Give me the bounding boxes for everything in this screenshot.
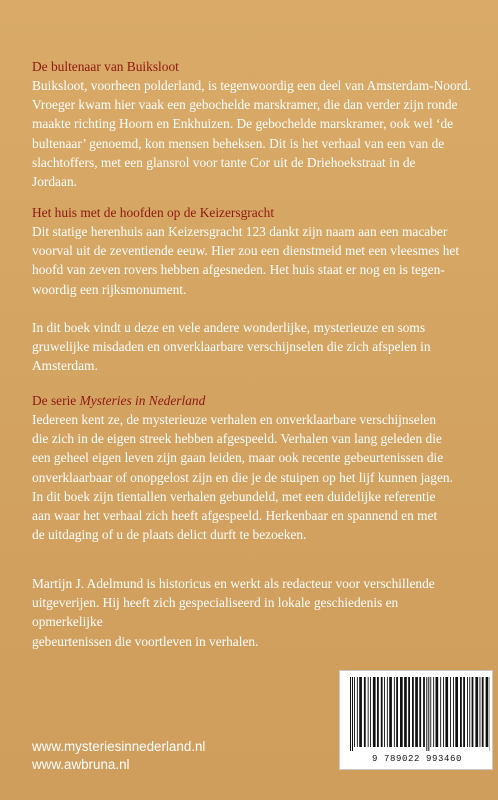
website-links bbox=[32, 738, 205, 774]
barcode-bar bbox=[419, 677, 421, 747]
barcode-bar bbox=[480, 677, 481, 747]
section-keizersgracht bbox=[32, 204, 472, 299]
heading-series-title: Mysteries in Nederland bbox=[79, 393, 206, 408]
barcode-bar bbox=[408, 677, 410, 747]
section-body: In dit boek vindt u deze en vele andere wonderlijke, mysterieuze en soms gruwelijke misdaden en onverklaarbare verschijnselen die zich afspelen in Amsterdam. bbox=[32, 320, 431, 374]
barcode-bar bbox=[384, 677, 385, 747]
barcode-bar bbox=[426, 677, 427, 751]
barcode-bar bbox=[389, 677, 392, 747]
barcode-bar bbox=[475, 677, 478, 747]
barcode bbox=[339, 670, 493, 770]
barcode-bar bbox=[359, 677, 362, 747]
barcode-bar bbox=[430, 677, 431, 747]
section-serie bbox=[32, 392, 472, 544]
heading-prefix: De serie bbox=[32, 393, 80, 408]
barcode-bar bbox=[423, 677, 425, 747]
barcode-bar bbox=[453, 677, 454, 747]
barcode-bar bbox=[396, 677, 398, 747]
author-bio: Martijn J. Adelmund is historicus en werkt als redacteur voor verschillende uitgeverijen. Hij heeft zich gespecialiseerd in lokale geschiedenis en opmerkelijke gebeurtenissen die voortleven in verhalen. bbox=[32, 576, 435, 649]
barcode-bar bbox=[472, 677, 474, 747]
back-cover bbox=[32, 0, 472, 800]
barcode-bar bbox=[352, 677, 353, 751]
barcode-bars bbox=[344, 675, 490, 753]
barcode-bar bbox=[381, 677, 383, 747]
barcode-number: 9 789022 993460 bbox=[371, 754, 462, 764]
barcode-bar bbox=[469, 677, 470, 747]
barcode-bar bbox=[364, 677, 366, 747]
barcode-bar bbox=[460, 677, 462, 747]
barcode-bar bbox=[400, 677, 403, 747]
barcode-bar bbox=[482, 677, 484, 747]
barcode-bar bbox=[445, 677, 448, 747]
section-author bbox=[32, 574, 472, 651]
url-awbruna[interactable]: www.awbruna.nl bbox=[32, 757, 130, 772]
barcode-bar bbox=[394, 677, 395, 747]
section-heading bbox=[32, 392, 472, 410]
barcode-bar bbox=[370, 677, 371, 747]
barcode-bar bbox=[412, 677, 414, 747]
barcode-bar bbox=[350, 677, 351, 751]
barcode-bar bbox=[433, 677, 434, 747]
section-heading: De bultenaar van Buiksloot bbox=[32, 59, 179, 74]
section-body: Buiksloot, voorheen polderland, is tegenwoordig een deel van Amsterdam-Noord. Vroeger kwam hier vaak een gebochelde marskramer, die dan verder zijn ronde maakte richting Hoorn en Enkhuizen. De gebochelde marskramer, ook wel ‘de bultenaar’ genoemd, kon mensen beheksen. Dit is het verhaal van een van de slachtoffers, met een glansrol voor tante Cor uit de Driehoekstraat in de Jordaan. bbox=[32, 78, 472, 190]
section-body: Iedereen kent ze, de mysterieuze verhalen en onverklaarbare verschijnselen die zich in de eigen streek hebben afgespeeld. Verhalen van lang geleden die een geheel eigen leven zijn gaan leiden, maar ook recente gebeurtenissen die onverklaarbaar of onopgelost zijn en die je de stuipen op het lijf kunnen jagen. In dit boek zijn tientallen verhalen gebundeld, met een duidelijke referentie aan waar het verhaal zich heeft afgespeeld. Herkenbaar en spannend en met de uitdaging of u de plaats delict durft te bezoeken. bbox=[32, 412, 453, 543]
section-body: Dit statige herenhuis aan Keizersgracht 123 dankt zijn naam aan een macaber voorval uit de zeventiende eeuw. Hier zou een dienstmeid met een vleesmes het hoofd van zeven rovers hebben afgesneden. Het huis staat er nog en is tegen- woordig een rijksmonument. bbox=[32, 224, 460, 297]
barcode-bar bbox=[443, 677, 444, 747]
barcode-bar bbox=[377, 677, 379, 747]
barcode-bar bbox=[368, 677, 369, 747]
barcode-bar bbox=[467, 677, 468, 747]
barcode-bar bbox=[486, 677, 489, 747]
barcode-bar bbox=[436, 677, 439, 747]
barcode-bar bbox=[354, 677, 355, 747]
barcode-bar bbox=[415, 677, 418, 747]
barcode-bar bbox=[428, 677, 429, 751]
barcode-bar bbox=[463, 677, 465, 747]
barcode-bar bbox=[455, 677, 458, 747]
barcode-bar bbox=[373, 677, 376, 747]
section-bultenaar bbox=[32, 58, 472, 191]
url-mysteries[interactable]: www.mysteriesinnederland.nl bbox=[32, 739, 206, 754]
barcode-bar bbox=[357, 677, 358, 747]
barcode-bar bbox=[450, 677, 451, 747]
barcode-bar bbox=[404, 677, 407, 747]
barcode-bar bbox=[387, 677, 388, 747]
section-intro bbox=[32, 318, 472, 376]
section-heading: Het huis met de hoofden op de Keizersgracht bbox=[32, 205, 275, 220]
barcode-bar bbox=[440, 677, 441, 747]
